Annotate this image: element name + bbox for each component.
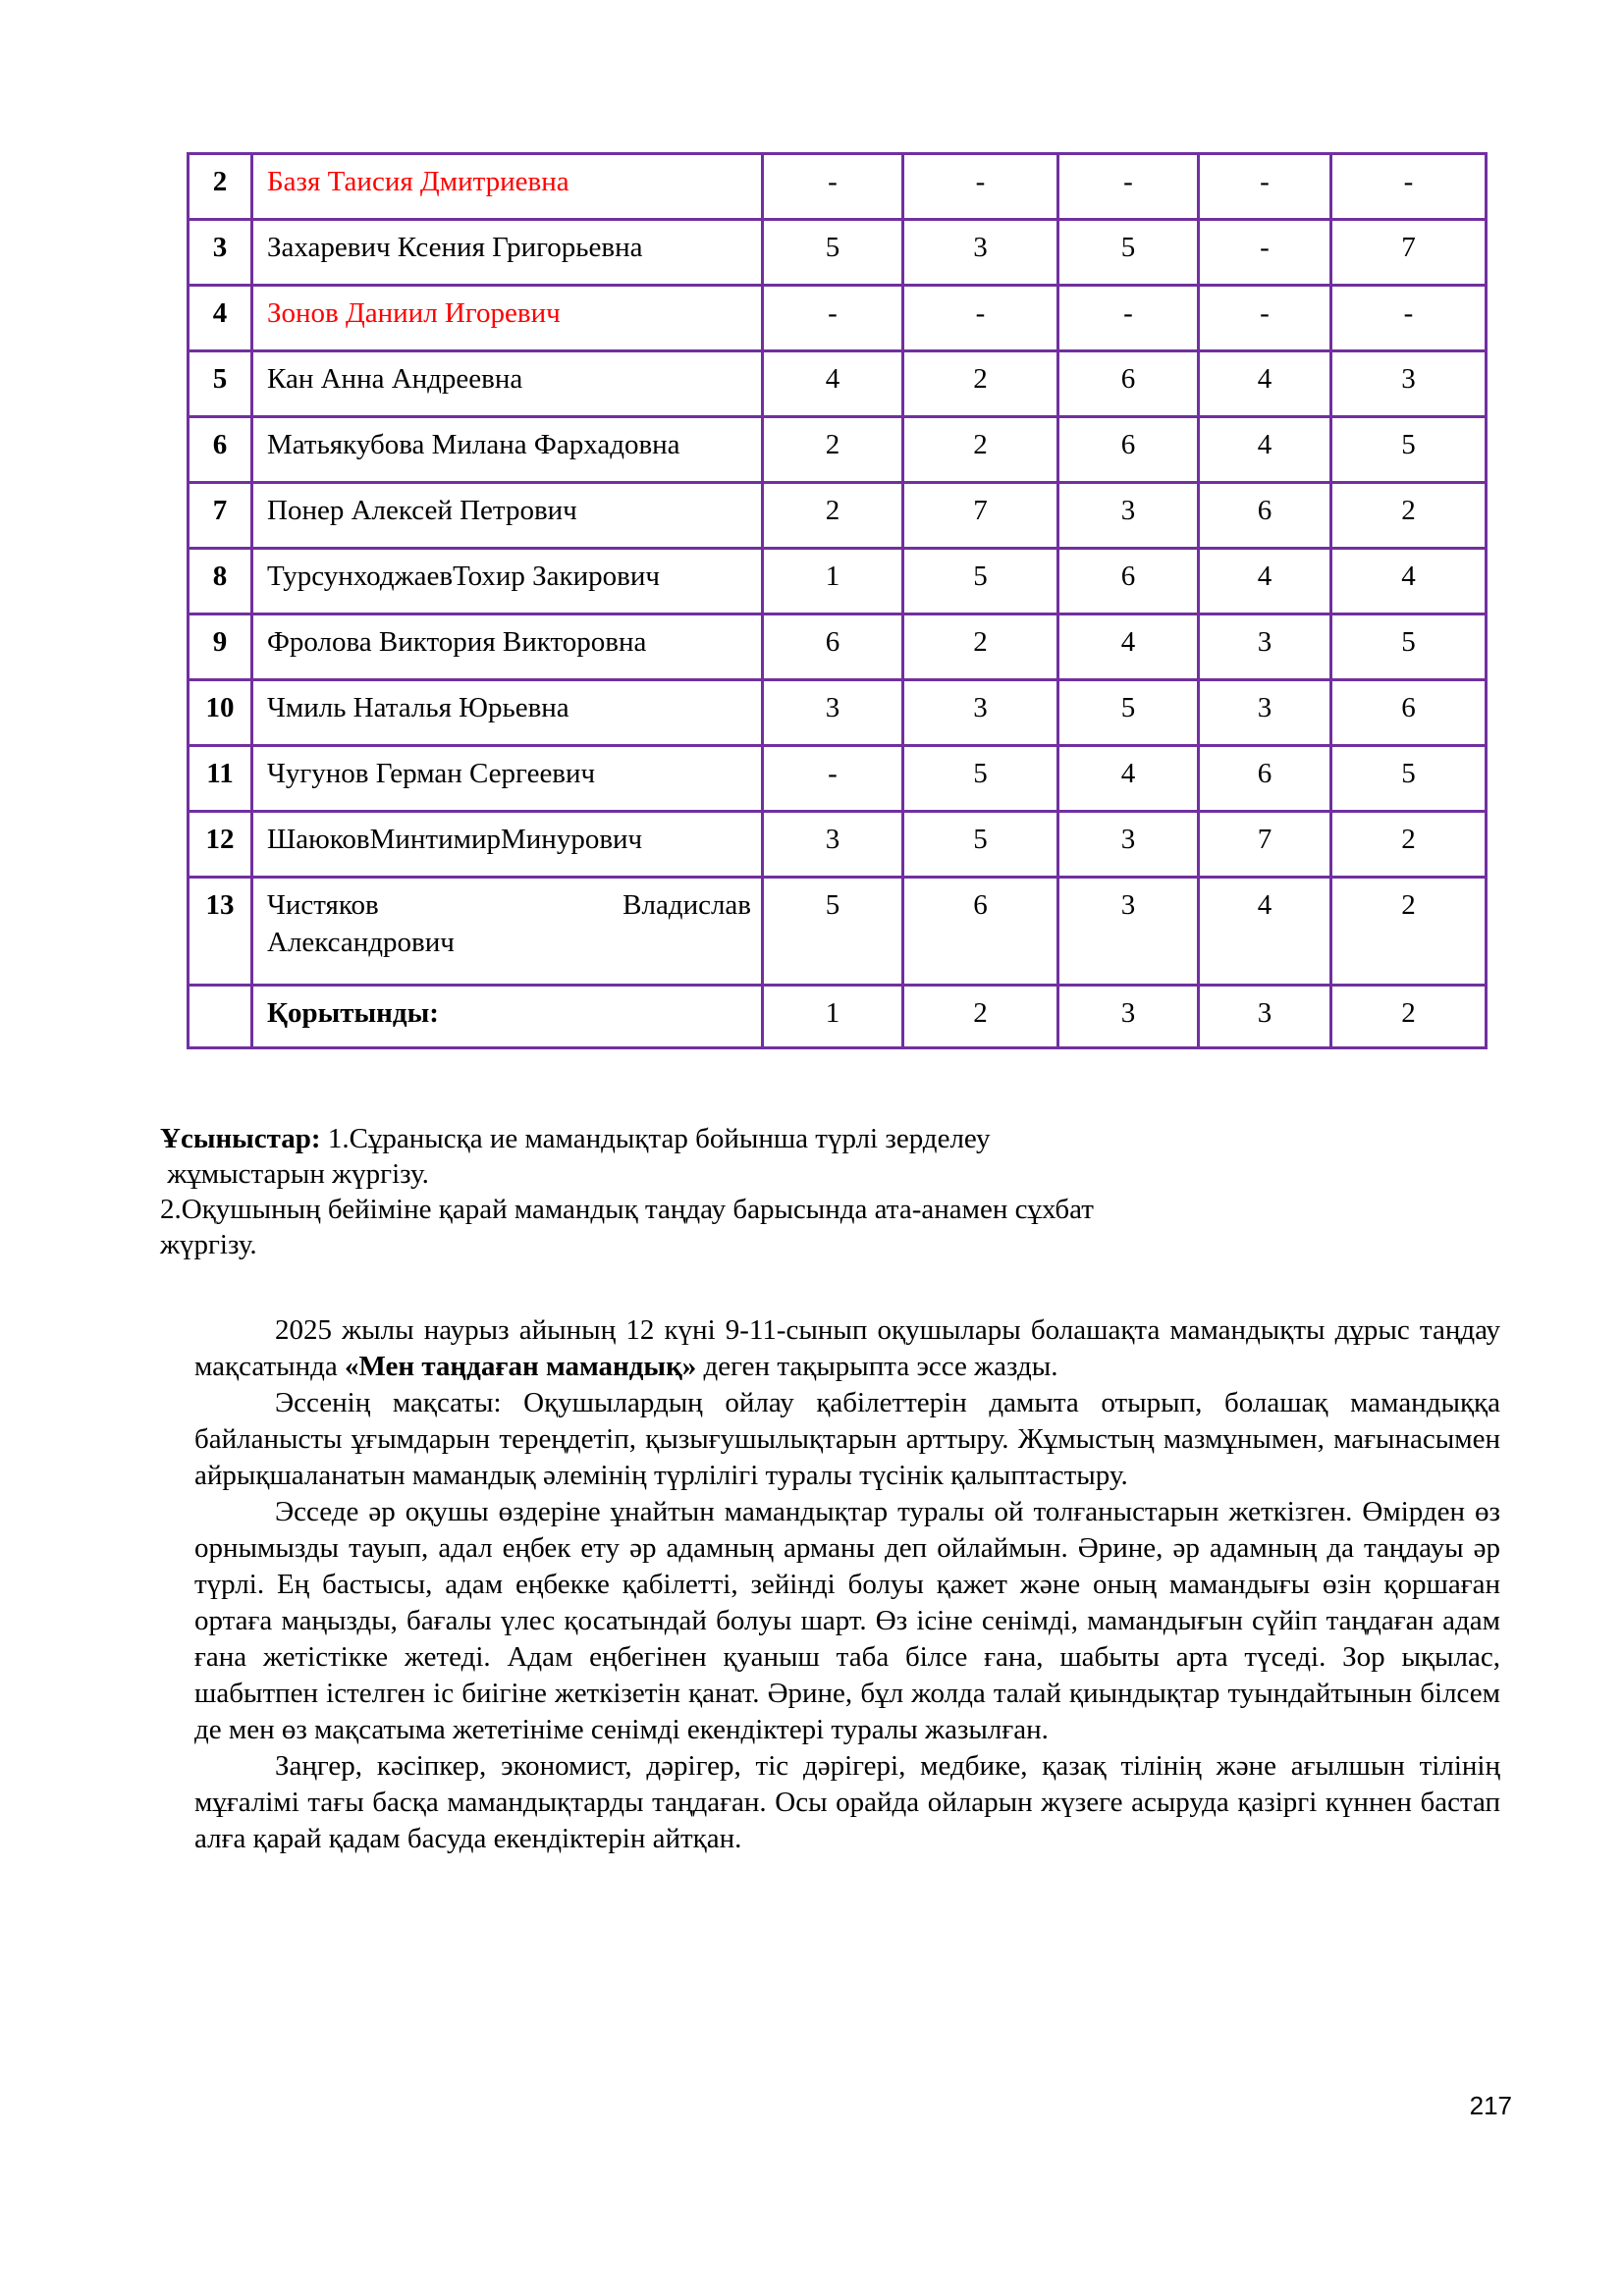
row-number: 9 xyxy=(189,614,252,680)
score-cell: 2 xyxy=(903,351,1058,417)
score-cell: 4 xyxy=(763,351,903,417)
score-cell: 3 xyxy=(1058,812,1199,878)
score-cell: 2 xyxy=(1331,812,1487,878)
row-number: 7 xyxy=(189,483,252,549)
paragraph-3: Эсседе әр оқушы өздеріне ұнайтын мамандықтар туралы ой толғаныстарын жеткізген. Өмірден өз орнымызды тауып, адал еңбек ету әр адамның арманы деп ойлаймын. Әрине, әр адамның да таңдауы әр түрлі. Ең бастысы, адам еңбекке қабілетті, зейінді болуы қажет және оның мамандығы өзін қоршаған ортаға маңызды, бағалы үлес қосатындай болуы шарт. Өз ісіне сенімді, мамандығын сүйіп таңдаған адам ғана жетістікке жетеді. Адам еңбегінен қуаныш таба білсе ғана, шабыты арта түседі. Зор ықылас, шабытпен істелген іс биігіне жеткізетін қанат. Әрине, бұл жолда талай қиындықтар туындайтынын білсем де мен өз мақсатыма жететініме сенімді екендіктері туралы жазылған. xyxy=(194,1496,1500,1745)
score-cell: - xyxy=(1199,286,1331,351)
score-cell: 4 xyxy=(1199,351,1331,417)
student-name: Захаревич Ксения Григорьевна xyxy=(252,220,763,286)
score-cell: 4 xyxy=(1199,878,1331,986)
student-name: ШаюковМинтимирМинурович xyxy=(252,812,763,878)
score-cell: 1 xyxy=(763,549,903,614)
page-number: 217 xyxy=(1469,2091,1512,2120)
total-label: Қорытынды: xyxy=(252,986,763,1048)
score-cell: - xyxy=(1331,286,1487,351)
score-cell: 7 xyxy=(1199,812,1331,878)
student-name: Кан Анна Андреевна xyxy=(252,351,763,417)
recommendations-line-2: жұмыстарын жүргізу. xyxy=(160,1158,429,1190)
student-name: Зонов Даниил Игоревич xyxy=(252,286,763,351)
score-cell: - xyxy=(1199,220,1331,286)
total-value: 2 xyxy=(1331,986,1487,1048)
recommendations-label: Ұсыныстар: xyxy=(160,1123,321,1154)
row-number: 12 xyxy=(189,812,252,878)
student-name: Понер Алексей Петрович xyxy=(252,483,763,549)
total-value: 2 xyxy=(903,986,1058,1048)
table-row xyxy=(189,614,1487,680)
score-cell: 4 xyxy=(1058,746,1199,812)
student-name: Чугунов Герман Сергеевич xyxy=(252,746,763,812)
student-name: Фролова Виктория Викторовна xyxy=(252,614,763,680)
score-cell: 5 xyxy=(1331,614,1487,680)
score-cell: 7 xyxy=(903,483,1058,549)
score-cell: 6 xyxy=(1058,417,1199,483)
score-cell: 3 xyxy=(903,220,1058,286)
score-cell: 2 xyxy=(763,483,903,549)
score-cell: 5 xyxy=(1058,680,1199,746)
score-cell: 2 xyxy=(903,417,1058,483)
table-row xyxy=(189,746,1487,812)
student-firstname: Владислав xyxy=(623,889,751,921)
row-number: 11 xyxy=(189,746,252,812)
total-value: 3 xyxy=(1058,986,1199,1048)
table-row xyxy=(189,220,1487,286)
score-cell: - xyxy=(1058,154,1199,220)
score-cell: 5 xyxy=(903,812,1058,878)
score-cell: 3 xyxy=(1199,680,1331,746)
table-row xyxy=(189,680,1487,746)
score-cell: 4 xyxy=(1331,549,1487,614)
score-cell: 5 xyxy=(763,220,903,286)
score-cell: 2 xyxy=(1331,878,1487,986)
recommendations xyxy=(160,1121,1279,1262)
score-cell: 4 xyxy=(1199,417,1331,483)
student-name-line-1 xyxy=(267,886,751,924)
table-row xyxy=(189,154,1487,220)
student-name xyxy=(252,878,763,986)
score-cell: 5 xyxy=(903,746,1058,812)
table-row xyxy=(189,878,1487,986)
paragraph-1 xyxy=(194,1312,1500,1385)
score-cell: 3 xyxy=(1058,878,1199,986)
paragraph-1-text-a: 2025 жылы наурыз айының 12 күні 9-11-сынып оқушылары болашақта мамандықты дұрыс таңдау мақсатында xyxy=(194,1314,1500,1382)
score-cell: 6 xyxy=(1058,351,1199,417)
student-name: Базя Таисия Дмитриевна xyxy=(252,154,763,220)
student-patronymic: Александрович xyxy=(267,927,455,958)
score-cell: - xyxy=(1331,154,1487,220)
row-number: 5 xyxy=(189,351,252,417)
score-cell: - xyxy=(1199,154,1331,220)
row-number: 3 xyxy=(189,220,252,286)
score-cell: 4 xyxy=(1199,549,1331,614)
score-cell: 3 xyxy=(763,812,903,878)
empty-cell xyxy=(189,986,252,1048)
student-results-table xyxy=(187,152,1488,1049)
paragraph-1-text-b: деген тақырыпта эссе жазды. xyxy=(696,1351,1058,1382)
score-cell: 5 xyxy=(1331,746,1487,812)
score-cell: 6 xyxy=(1199,746,1331,812)
score-cell: 5 xyxy=(1331,417,1487,483)
score-cell: - xyxy=(763,746,903,812)
score-cell: 3 xyxy=(763,680,903,746)
student-name: ТурсунходжаевТохир Закирович xyxy=(252,549,763,614)
score-cell: 3 xyxy=(1199,614,1331,680)
score-cell: 2 xyxy=(1331,483,1487,549)
score-cell: - xyxy=(1058,286,1199,351)
recommendations-line-1 xyxy=(160,1121,1279,1156)
table-row xyxy=(189,286,1487,351)
score-cell: 7 xyxy=(1331,220,1487,286)
total-value: 1 xyxy=(763,986,903,1048)
score-cell: - xyxy=(763,154,903,220)
score-cell: - xyxy=(763,286,903,351)
score-cell: 3 xyxy=(903,680,1058,746)
student-name: Матьякубова Милана Фархадовна xyxy=(252,417,763,483)
score-cell: 2 xyxy=(903,614,1058,680)
score-cell: 5 xyxy=(763,878,903,986)
score-cell: 5 xyxy=(1058,220,1199,286)
recommendations-line-3: 2.Оқушының бейіміне қарай мамандық таңдау барысында ата-анамен сұхбат xyxy=(160,1194,1094,1225)
recommendations-line-4: жүргізу. xyxy=(160,1229,257,1260)
recommendation-1-text: 1.Сұранысқа ие мамандықтар бойынша түрлі зерделеу xyxy=(320,1123,991,1154)
score-cell: - xyxy=(903,286,1058,351)
score-cell: 6 xyxy=(1199,483,1331,549)
total-row xyxy=(189,986,1487,1048)
student-surname: Чистяков xyxy=(267,889,379,921)
row-number: 8 xyxy=(189,549,252,614)
score-cell: 6 xyxy=(1331,680,1487,746)
paragraph-2: Эссенің мақсаты: Оқушылардың ойлау қабілеттерін дамыта отырып, болашақ мамандыққа байланысты ұғымдарын тереңдетіп, қызығушылықтарын арттыру. Жұмыстың мазмұнымен, мағынасымен айрықшаланатын мамандық әлемінің түрлілігі туралы түсінік қалыптастыру. xyxy=(194,1387,1500,1491)
row-number: 2 xyxy=(189,154,252,220)
table-row xyxy=(189,812,1487,878)
essay-description xyxy=(194,1312,1500,1857)
score-cell: 6 xyxy=(763,614,903,680)
paragraph-4: Заңгер, кәсіпкер, экономист, дәрігер, тіс дәрігері, медбике, қазақ тілінің және ағылшын тілінің мұғалімі тағы басқа мамандықтарды таңдаған. Осы орайда ойларын жүзеге асыруда қазіргі күннен бастап алға қарай қадам басуда екендіктерін айтқан. xyxy=(194,1750,1500,1854)
essay-title: «Мен таңдаған мамандық» xyxy=(345,1351,697,1382)
row-number: 6 xyxy=(189,417,252,483)
score-cell: 6 xyxy=(1058,549,1199,614)
score-cell: 4 xyxy=(1058,614,1199,680)
score-cell: 3 xyxy=(1331,351,1487,417)
score-cell: 3 xyxy=(1058,483,1199,549)
score-cell: - xyxy=(903,154,1058,220)
total-value: 3 xyxy=(1199,986,1331,1048)
row-number: 10 xyxy=(189,680,252,746)
score-cell: 5 xyxy=(903,549,1058,614)
table-body xyxy=(189,154,1487,1048)
row-number: 4 xyxy=(189,286,252,351)
table-row xyxy=(189,549,1487,614)
table-row xyxy=(189,351,1487,417)
row-number: 13 xyxy=(189,878,252,986)
score-cell: 2 xyxy=(763,417,903,483)
score-cell: 6 xyxy=(903,878,1058,986)
student-name: Чмиль Наталья Юрьевна xyxy=(252,680,763,746)
table-row xyxy=(189,483,1487,549)
table-row xyxy=(189,417,1487,483)
